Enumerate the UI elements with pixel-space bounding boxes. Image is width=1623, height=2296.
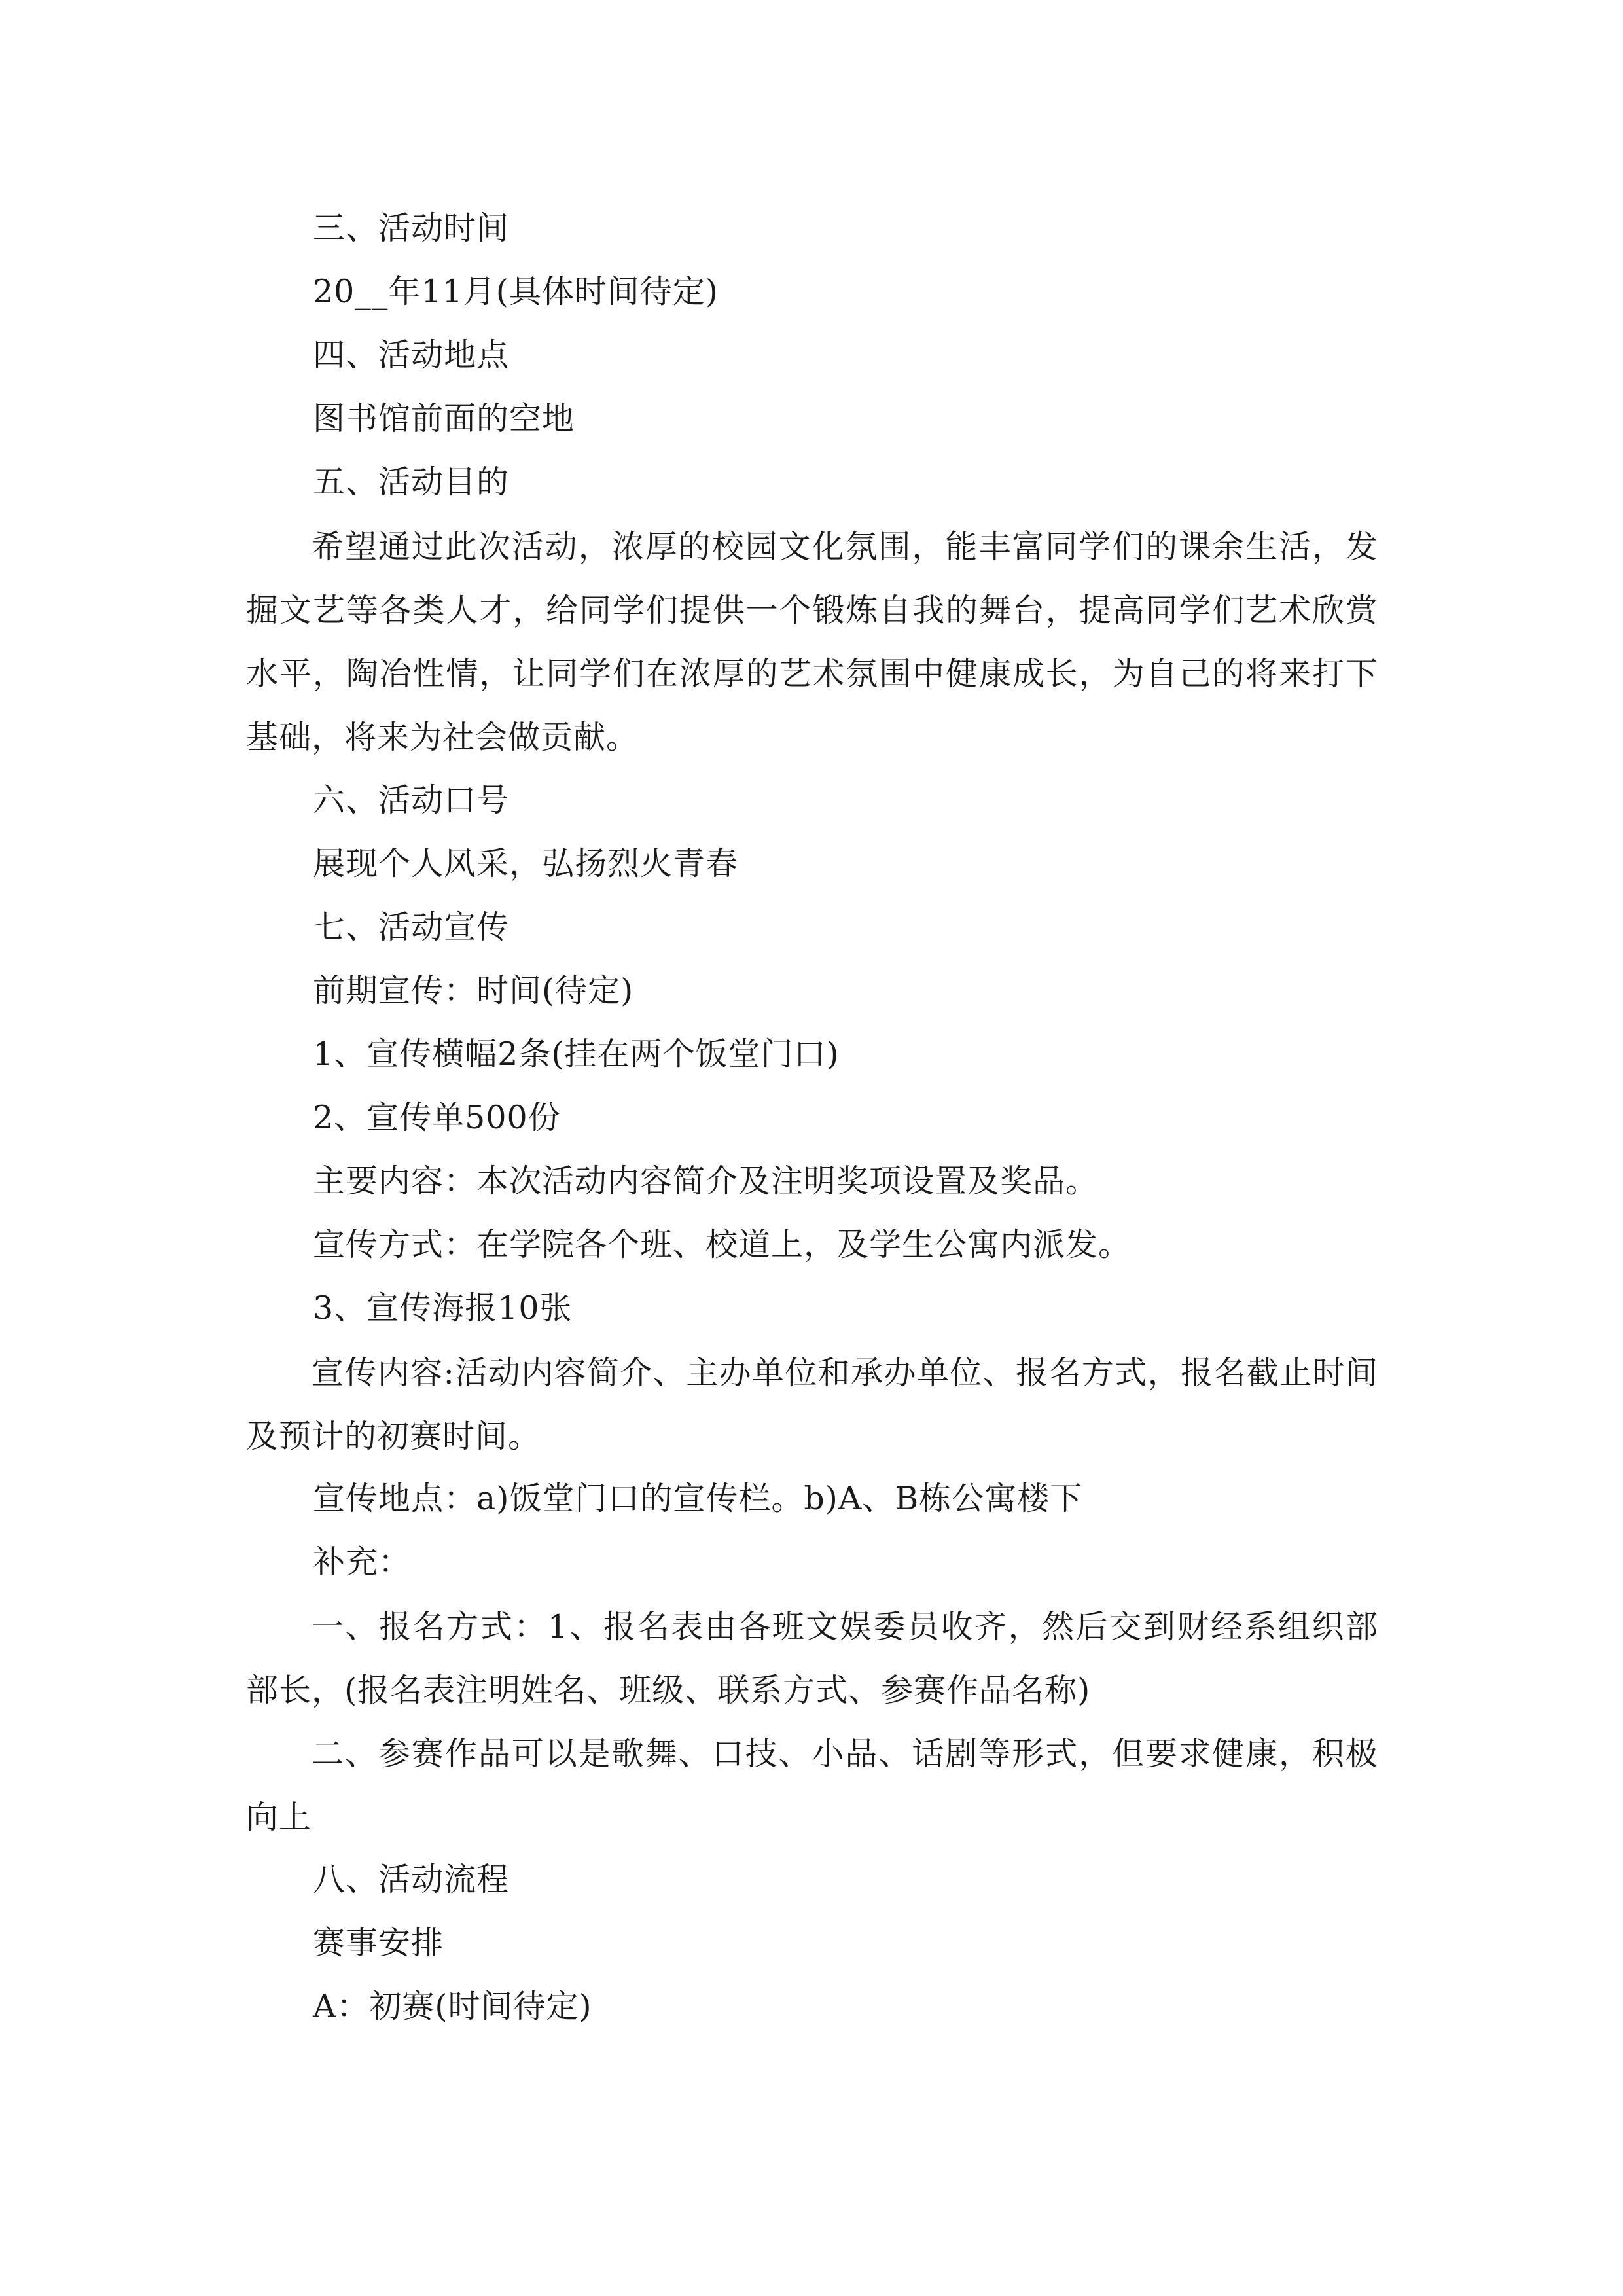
activity-location-text: 图书馆前面的空地 (313, 400, 575, 437)
early-promotion-line: 前期宣传：时间(待定) (313, 972, 634, 1009)
promotion-content-paragraph: 宣传内容:活动内容简介、主办单位和承办单位、报名方式，报名截止时间及预计的初赛时间。 (246, 1354, 1378, 1455)
heading-activity-purpose: 五、活动目的 (313, 463, 510, 501)
poster-line: 3、宣传海报10张 (313, 1289, 573, 1327)
banner-line: 1、宣传横幅2条(挂在两个饭堂门口) (313, 1035, 840, 1073)
schedule-heading: 赛事安排 (313, 1924, 444, 1962)
supplement-heading: 补充： (313, 1543, 412, 1581)
entry-forms-paragraph: 二、参赛作品可以是歌舞、口技、小品、话剧等形式，但要求健康，积极向上 (246, 1735, 1378, 1836)
heading-activity-promotion: 七、活动宣传 (313, 908, 510, 946)
main-content-line: 主要内容：本次活动内容简介及注明奖项设置及奖品。 (313, 1162, 1099, 1200)
leaflet-line: 2、宣传单500份 (313, 1099, 561, 1136)
registration-method-paragraph: 一、报名方式：1、报名表由各班文娱委员收齐，然后交到财经系组织部部长，(报名表注明姓名、班级、联系方式、参赛作品名称) (246, 1608, 1378, 1709)
activity-purpose-paragraph: 希望通过此次活动，浓厚的校园文化氛围，能丰富同学们的课余生活，发掘文艺等各类人才，给同学们提供一个锻炼自我的舞台，提高同学们艺术欣赏水平，陶冶性情，让同学们在浓厚的艺术氛围中健康成长，为自己的将来打下基础，将来为社会做贡献。 (246, 528, 1378, 756)
activity-slogan-text: 展现个人风采，弘扬烈火青春 (313, 845, 739, 882)
preliminary-round-line: A：初赛(时间待定) (313, 1988, 592, 2025)
promotion-method-line: 宣传方式：在学院各个班、校道上，及学生公寓内派发。 (313, 1226, 1132, 1263)
heading-activity-time: 三、活动时间 (313, 209, 510, 247)
activity-time-text: 20__年11月(具体时间待定) (313, 273, 719, 310)
heading-activity-slogan: 六、活动口号 (313, 781, 510, 819)
heading-activity-process: 八、活动流程 (313, 1861, 510, 1898)
heading-activity-location: 四、活动地点 (313, 336, 510, 374)
promotion-location-line: 宣传地点：a)饭堂门口的宣传栏。b)A、B栋公寓楼下 (313, 1480, 1083, 1517)
